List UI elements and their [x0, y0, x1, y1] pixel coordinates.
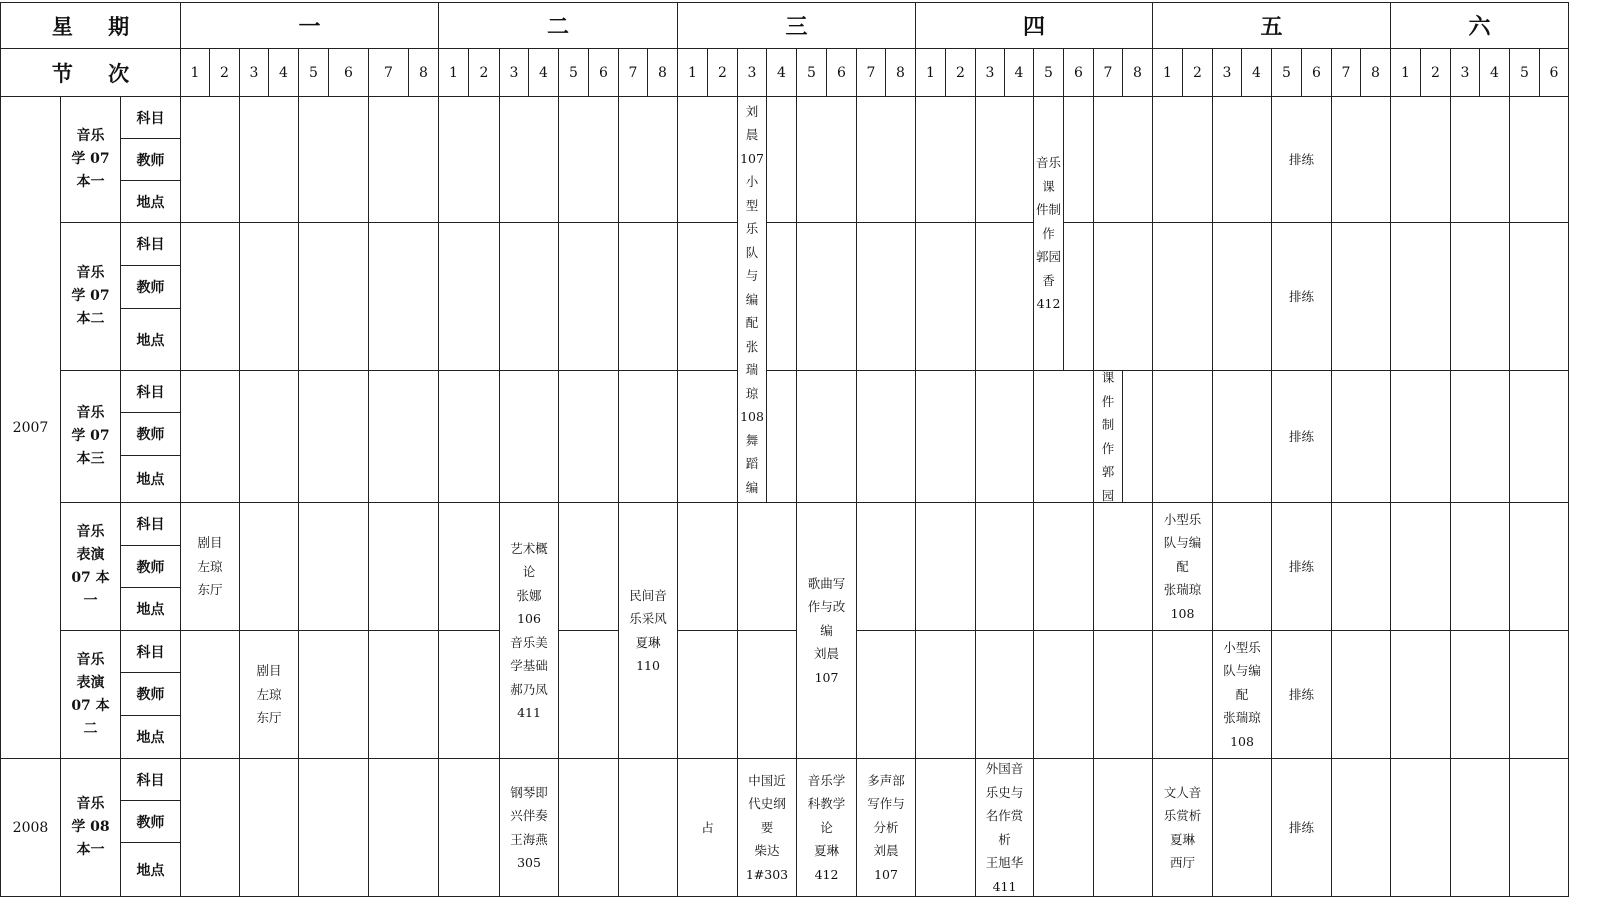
field-subject: 科目: [120, 630, 181, 673]
empty-slot: [618, 758, 678, 897]
empty-slot: [1390, 96, 1451, 223]
year-2008: 2008: [0, 758, 61, 897]
empty-slot: [1212, 502, 1272, 631]
empty-slot: [1390, 370, 1451, 503]
period-mon-6: 6: [328, 48, 369, 97]
empty-slot: [1331, 630, 1391, 759]
period-mon-3: 3: [239, 48, 269, 97]
empty-slot: [915, 502, 976, 631]
period-mon-1: 1: [180, 48, 210, 97]
empty-slot: [1093, 758, 1153, 897]
empty-slot: [368, 96, 439, 223]
course-fri-c5-band: 小型乐 队与编 配 张瑞琼 108: [1212, 630, 1272, 759]
empty-slot: [180, 370, 240, 503]
period-tue-7: 7: [618, 48, 648, 97]
empty-slot: [1152, 96, 1213, 223]
empty-slot: [618, 96, 678, 223]
field-teacher: 教师: [120, 138, 181, 181]
empty-slot: [1063, 96, 1094, 223]
period-fri-5: 5: [1271, 48, 1302, 97]
class-name-c5: 音乐 表演 07 本 二: [60, 630, 121, 759]
period-wed-8: 8: [885, 48, 916, 97]
empty-slot: [1509, 630, 1569, 759]
empty-slot: [975, 630, 1034, 759]
empty-slot: [1212, 370, 1272, 503]
empty-slot: [1509, 96, 1569, 223]
empty-slot: [239, 222, 299, 371]
period-wed-4: 4: [766, 48, 797, 97]
course-fri-c5: 排练: [1271, 630, 1332, 759]
period-tue-8: 8: [647, 48, 678, 97]
empty-slot: [558, 630, 619, 759]
empty-slot: [737, 630, 797, 759]
year-2007: 2007: [0, 96, 61, 759]
course-fri-c4-band: 小型乐 队与编 配 张瑞琼 108: [1152, 502, 1213, 631]
empty-slot: [796, 96, 857, 223]
empty-slot: [796, 222, 857, 371]
period-label: 节 次: [0, 48, 181, 97]
course-thu-c6: 外国音 乐史与 名作赏 析 王旭华 411: [975, 758, 1034, 897]
empty-slot: [1390, 222, 1451, 371]
empty-slot: [1212, 222, 1272, 371]
empty-slot: [558, 222, 619, 371]
period-fri-6: 6: [1301, 48, 1332, 97]
empty-slot: [438, 222, 500, 371]
empty-slot: [499, 222, 559, 371]
field-location: 地点: [120, 587, 181, 631]
course-wed-c6-edu: 音乐学 科教学 论 夏琳 412: [796, 758, 857, 897]
weekday-mon: 一: [180, 2, 439, 49]
field-subject: 科目: [120, 502, 181, 546]
field-teacher: 教师: [120, 265, 181, 309]
period-mon-7: 7: [368, 48, 409, 97]
empty-slot: [180, 758, 240, 897]
empty-slot: [677, 96, 738, 223]
period-mon-4: 4: [268, 48, 299, 97]
empty-slot: [915, 758, 976, 897]
field-subject: 科目: [120, 222, 181, 266]
empty-slot: [1450, 370, 1510, 503]
empty-slot: [1093, 96, 1153, 223]
course-tue-c6: 钢琴即 兴伴奏 王海燕 305: [499, 758, 559, 897]
field-location: 地点: [120, 842, 181, 897]
empty-slot: [1450, 502, 1510, 631]
period-tue-5: 5: [558, 48, 589, 97]
empty-slot: [298, 502, 369, 631]
empty-slot: [438, 630, 500, 759]
period-fri-1: 1: [1152, 48, 1183, 97]
empty-slot: [1331, 96, 1391, 223]
empty-slot: [677, 370, 738, 503]
weekday-fri: 五: [1152, 2, 1391, 49]
course-mon-c4: 剧目 左琼 东厅: [180, 502, 240, 631]
class-name-c3: 音乐 学 07 本三: [60, 370, 121, 503]
empty-slot: [558, 502, 619, 631]
empty-slot: [915, 370, 976, 503]
course-fri-c6: 排练: [1271, 758, 1332, 897]
period-wed-1: 1: [677, 48, 708, 97]
empty-slot: [499, 96, 559, 223]
weekday-tue: 二: [438, 2, 678, 49]
empty-slot: [1331, 502, 1391, 631]
weekday-sat: 六: [1390, 2, 1569, 49]
empty-slot: [975, 96, 1034, 223]
course-mon-c5: 剧目 左琼 东厅: [239, 630, 299, 759]
empty-slot: [239, 758, 299, 897]
period-thu-3: 3: [975, 48, 1005, 97]
empty-slot: [1033, 370, 1094, 503]
weekday-thu: 四: [915, 2, 1153, 49]
period-thu-1: 1: [915, 48, 946, 97]
period-mon-8: 8: [408, 48, 439, 97]
field-location: 地点: [120, 308, 181, 371]
class-name-c1: 音乐 学 07 本一: [60, 96, 121, 223]
empty-slot: [1152, 370, 1213, 503]
period-wed-5: 5: [796, 48, 827, 97]
field-subject: 科目: [120, 370, 181, 413]
period-sat-3: 3: [1450, 48, 1480, 97]
empty-slot: [915, 222, 976, 371]
empty-slot: [558, 370, 619, 503]
field-teacher: 教师: [120, 800, 181, 843]
empty-slot: [1390, 502, 1451, 631]
empty-slot: [766, 370, 797, 503]
period-thu-8: 8: [1122, 48, 1153, 97]
period-sat-2: 2: [1420, 48, 1451, 97]
empty-slot: [1152, 630, 1213, 759]
empty-slot: [368, 502, 439, 631]
class-name-c2: 音乐 学 07 本二: [60, 222, 121, 371]
period-thu-7: 7: [1093, 48, 1123, 97]
period-sat-4: 4: [1479, 48, 1510, 97]
empty-slot: [1509, 502, 1569, 631]
period-fri-8: 8: [1360, 48, 1391, 97]
empty-slot: [298, 370, 369, 503]
empty-slot: [438, 758, 500, 897]
empty-slot: [677, 502, 738, 631]
course-wed-c45: 歌曲写 作与改 编 刘晨 107: [796, 502, 857, 759]
empty-slot: [1331, 370, 1391, 503]
period-thu-6: 6: [1063, 48, 1094, 97]
empty-slot: [1033, 502, 1094, 631]
period-wed-6: 6: [826, 48, 857, 97]
empty-slot: [368, 630, 439, 759]
empty-slot: [1450, 758, 1510, 897]
course-tue-c45-art: 艺术概 论 张娜 106 音乐美 学基础 郝乃凤 411: [499, 502, 559, 759]
empty-slot: [915, 96, 976, 223]
period-mon-2: 2: [209, 48, 240, 97]
empty-slot: [1509, 758, 1569, 897]
course-fri-c1: 排练: [1271, 96, 1332, 223]
empty-slot: [766, 96, 797, 223]
empty-slot: [737, 502, 797, 631]
course-wed-c6-zhan: 占: [677, 758, 738, 897]
period-tue-3: 3: [499, 48, 529, 97]
empty-slot: [1093, 222, 1153, 371]
empty-slot: [1212, 96, 1272, 223]
empty-slot: [438, 370, 500, 503]
field-subject: 科目: [120, 96, 181, 139]
field-teacher: 教师: [120, 545, 181, 588]
empty-slot: [766, 222, 797, 371]
course-thu-c3: 课 件制作 郭园: [1093, 370, 1123, 503]
period-fri-7: 7: [1331, 48, 1361, 97]
period-thu-2: 2: [945, 48, 976, 97]
empty-slot: [239, 96, 299, 223]
field-location: 地点: [120, 715, 181, 759]
empty-slot: [856, 370, 916, 503]
empty-slot: [975, 222, 1034, 371]
field-location: 地点: [120, 455, 181, 503]
empty-slot: [1390, 758, 1451, 897]
empty-slot: [438, 96, 500, 223]
course-tue-c45-folk: 民间音 乐采风 夏琳 110: [618, 502, 678, 759]
empty-slot: [298, 96, 369, 223]
empty-slot: [975, 502, 1034, 631]
course-fri-c3: 排练: [1271, 370, 1332, 503]
empty-slot: [856, 630, 916, 759]
period-wed-2: 2: [707, 48, 738, 97]
empty-slot: [558, 758, 619, 897]
empty-slot: [1152, 222, 1213, 371]
empty-slot: [368, 222, 439, 371]
period-wed-3: 3: [737, 48, 767, 97]
course-wed-c123: 刘晨 107 小型乐 队与编 配 张瑞琼 108 舞蹈编: [737, 96, 767, 503]
empty-slot: [298, 758, 369, 897]
field-teacher: 教师: [120, 672, 181, 716]
empty-slot: [856, 96, 916, 223]
empty-slot: [856, 222, 916, 371]
weekday-wed: 三: [677, 2, 916, 49]
period-fri-2: 2: [1182, 48, 1213, 97]
period-sat-1: 1: [1390, 48, 1421, 97]
empty-slot: [1450, 96, 1510, 223]
empty-slot: [1390, 630, 1451, 759]
course-wed-c6-poly: 多声部 写作与 分析 刘晨 107: [856, 758, 916, 897]
empty-slot: [239, 502, 299, 631]
empty-slot: [239, 370, 299, 503]
empty-slot: [856, 502, 916, 631]
empty-slot: [180, 222, 240, 371]
empty-slot: [796, 370, 857, 503]
period-fri-3: 3: [1212, 48, 1242, 97]
period-fri-4: 4: [1241, 48, 1272, 97]
course-fri-c4: 排练: [1271, 502, 1332, 631]
empty-slot: [1063, 222, 1094, 371]
empty-slot: [1122, 370, 1153, 503]
period-tue-1: 1: [438, 48, 469, 97]
empty-slot: [1331, 758, 1391, 897]
empty-slot: [1093, 502, 1153, 631]
empty-slot: [1509, 370, 1569, 503]
empty-slot: [915, 630, 976, 759]
empty-slot: [1033, 630, 1094, 759]
empty-slot: [298, 222, 369, 371]
empty-slot: [1033, 758, 1094, 897]
period-sat-6: 6: [1539, 48, 1569, 97]
empty-slot: [677, 630, 738, 759]
empty-slot: [368, 758, 439, 897]
period-thu-5: 5: [1033, 48, 1064, 97]
empty-slot: [618, 370, 678, 503]
course-thu-c12: 音乐课 件制作 郭园香 412: [1033, 96, 1064, 371]
course-fri-c2: 排练: [1271, 222, 1332, 371]
empty-slot: [1450, 630, 1510, 759]
empty-slot: [975, 370, 1034, 503]
period-tue-4: 4: [528, 48, 559, 97]
empty-slot: [438, 502, 500, 631]
weekday-label: 星 期: [0, 2, 181, 49]
period-tue-2: 2: [468, 48, 500, 97]
period-tue-6: 6: [588, 48, 619, 97]
period-mon-5: 5: [298, 48, 329, 97]
empty-slot: [558, 96, 619, 223]
empty-slot: [1509, 222, 1569, 371]
field-location: 地点: [120, 180, 181, 223]
period-wed-7: 7: [856, 48, 886, 97]
course-wed-c6-hist: 中国近 代史纲 要 柴达 1#303: [737, 758, 797, 897]
course-fri-c6-lit: 文人音 乐赏析 夏琳 西厅: [1152, 758, 1213, 897]
field-subject: 科目: [120, 758, 181, 801]
empty-slot: [180, 630, 240, 759]
empty-slot: [1212, 758, 1272, 897]
empty-slot: [618, 222, 678, 371]
empty-slot: [368, 370, 439, 503]
period-sat-5: 5: [1509, 48, 1540, 97]
class-name-c4: 音乐 表演 07 本 一: [60, 502, 121, 631]
empty-slot: [1331, 222, 1391, 371]
empty-slot: [180, 96, 240, 223]
empty-slot: [1093, 630, 1153, 759]
empty-slot: [298, 630, 369, 759]
empty-slot: [1450, 222, 1510, 371]
class-name-c6: 音乐 学 08 本一: [60, 758, 121, 897]
empty-slot: [499, 370, 559, 503]
period-thu-4: 4: [1004, 48, 1034, 97]
field-teacher: 教师: [120, 412, 181, 456]
empty-slot: [677, 222, 738, 371]
